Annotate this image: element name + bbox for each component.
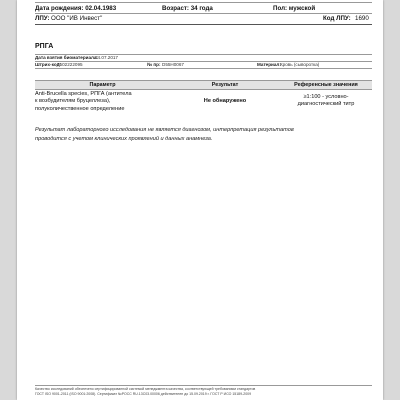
footer-divider [35, 385, 372, 386]
note-line: проводится с учетом клинических проявлений и данных анамнеза. [35, 135, 213, 142]
param-line: Anti-Brucella species, РПГА (антитела [35, 91, 132, 97]
report-page [17, 0, 383, 400]
param-cell [35, 91, 170, 113]
col-param-header: Параметр [89, 82, 116, 89]
lpu-code-value: 1690 [355, 15, 369, 22]
barcode-label: Штрих-код: [35, 62, 62, 67]
sampling-date-label: Дата взятия биоматериала: [35, 55, 99, 60]
patient-divider [35, 13, 372, 14]
sampling-date-value: 14.07.2017 [95, 55, 118, 60]
material-value: Кровь (сыворотка) [280, 62, 320, 67]
param-line: полуколичественное определение [35, 105, 125, 112]
disclaimer-note [35, 126, 365, 143]
lpu-divider [35, 24, 372, 25]
lpu-value: ООО "ИВ Инвест" [51, 15, 103, 22]
section-title: РПГА [35, 43, 54, 50]
dob: Дата рождения: 02.04.1983 [35, 5, 117, 12]
results-table-header [35, 80, 372, 90]
result-cell: Не обнаружено [203, 98, 247, 104]
ref-line: ≥1:100 - условно- [303, 94, 349, 100]
lpu-code-label: Код ЛПУ: [323, 15, 351, 22]
barcode-value: 3502222095 [57, 62, 83, 67]
ref-cell [280, 94, 372, 109]
ref-line: диагностический титр [297, 101, 355, 108]
col-ref-header: Референсные значения [294, 82, 358, 89]
material-label: Материал: [257, 62, 281, 67]
req-value: D55H0067 [162, 62, 184, 67]
footer-line: Качество исследований обеспечено сертифицированной системой менеджмента качества, соответствующей требованиям стандартов [35, 387, 256, 391]
lpu-label: ЛПУ: [35, 15, 50, 22]
footer-line: ГОСТ ISO 9001-2011 (ISO 9001:2008). Сертификат №РОСС RU.13С03.00006 действителен до 15.09.2019 г. ГОСТ Р ИСО 15189-2009 [35, 392, 252, 396]
age: Возраст: 34 года [162, 5, 213, 12]
col-result-header: Результат [211, 82, 239, 89]
top-divider [35, 2, 372, 3]
quality-footer [35, 387, 372, 397]
section-divider-2 [35, 61, 372, 62]
req-label: № пр: [147, 62, 161, 67]
note-line: Результат лабораторного исследования не является диагнозом, интерпретация результатов [35, 127, 294, 133]
section-divider-3 [35, 68, 372, 69]
param-line: к возбудителям бруцеллеза), [35, 98, 111, 105]
sex: Пол: мужской [273, 5, 316, 12]
